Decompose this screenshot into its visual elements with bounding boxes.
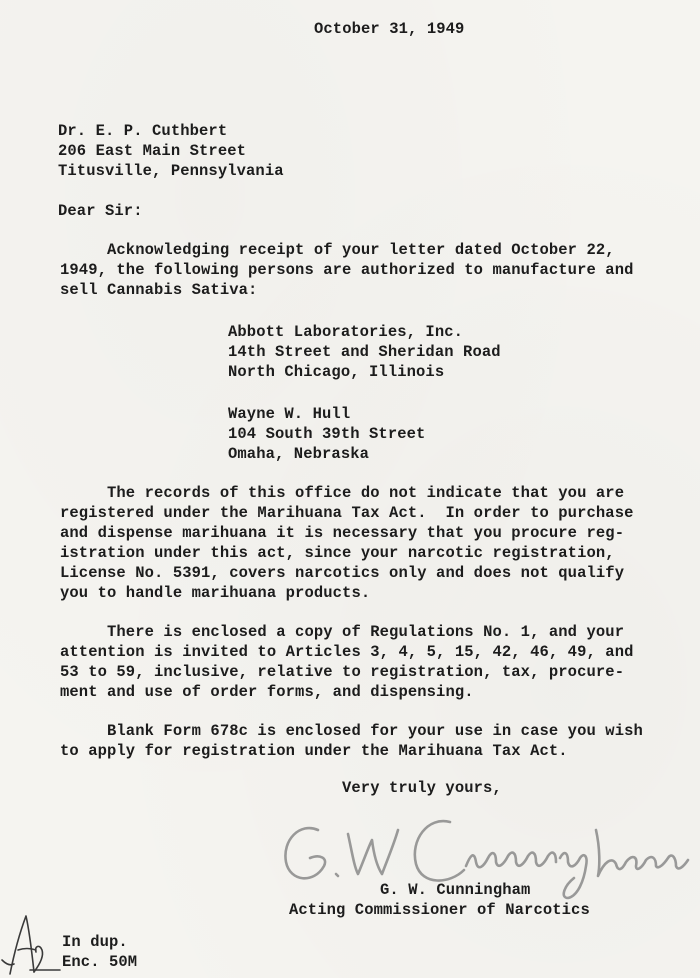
paragraph-line: ment and use of order forms, and dispensing. <box>60 683 474 701</box>
signer-name: G. W. Cunningham <box>380 881 531 899</box>
paragraph-line: to apply for registration under the Marihuana Tax Act. <box>60 742 568 760</box>
paragraph-line: 53 to 59, inclusive, relative to registration, tax, procure- <box>60 663 625 681</box>
enclosure-note: Enc. 50M <box>62 953 138 971</box>
paragraph-blank-form <box>60 721 643 761</box>
paragraph-line: istration under this act, since your narcotic registration, <box>60 544 615 562</box>
paragraph-regulations <box>60 622 634 702</box>
handwritten-initials <box>0 910 62 978</box>
dup-note: In dup. <box>62 933 128 951</box>
paragraph-line: sell Cannabis Sativa: <box>60 281 258 299</box>
authorized-company-hull <box>228 404 425 464</box>
company-name: Abbott Laboratories, Inc. <box>228 323 464 341</box>
letter-date: October 31, 1949 <box>314 20 465 38</box>
paragraph-line: you to handle marihuana products. <box>60 584 371 602</box>
paragraph-acknowledgement <box>60 240 634 300</box>
closing: Very truly yours, <box>342 779 502 797</box>
paragraph-line: Blank Form 678c is enclosed for your use in case you wish <box>60 722 643 740</box>
company-city: Omaha, Nebraska <box>228 445 370 463</box>
paragraph-line: The records of this office do not indicate that you are <box>60 484 625 502</box>
paragraph-line: There is enclosed a copy of Regulations No. 1, and your <box>60 623 625 641</box>
salutation: Dear Sir: <box>58 202 143 220</box>
signer-title: Acting Commissioner of Narcotics <box>289 901 590 919</box>
paragraph-line: 1949, the following persons are authorized to manufacture and <box>60 261 634 279</box>
company-city: North Chicago, Illinois <box>228 363 445 381</box>
paragraph-line: License No. 5391, covers narcotics only and does not qualify <box>60 564 625 582</box>
paragraph-registration <box>60 483 634 603</box>
paragraph-line: registered under the Marihuana Tax Act. In order to purchase <box>60 504 634 522</box>
authorized-company-abbott <box>228 322 501 382</box>
paragraph-line: attention is invited to Articles 3, 4, 5, 15, 42, 46, 49, and <box>60 643 634 661</box>
paragraph-line: and dispense marihuana it is necessary that you procure reg- <box>60 524 625 542</box>
enclosure-notes <box>62 932 137 972</box>
paragraph-line: Acknowledging receipt of your letter dated October 22, <box>60 241 615 259</box>
recipient-street: 206 East Main Street <box>58 142 247 160</box>
recipient-name: Dr. E. P. Cuthbert <box>58 122 228 140</box>
company-street: 104 South 39th Street <box>228 425 426 443</box>
recipient-address <box>58 121 284 181</box>
recipient-city: Titusville, Pennsylvania <box>58 162 284 180</box>
company-name: Wayne W. Hull <box>228 405 351 423</box>
company-street: 14th Street and Sheridan Road <box>228 343 501 361</box>
